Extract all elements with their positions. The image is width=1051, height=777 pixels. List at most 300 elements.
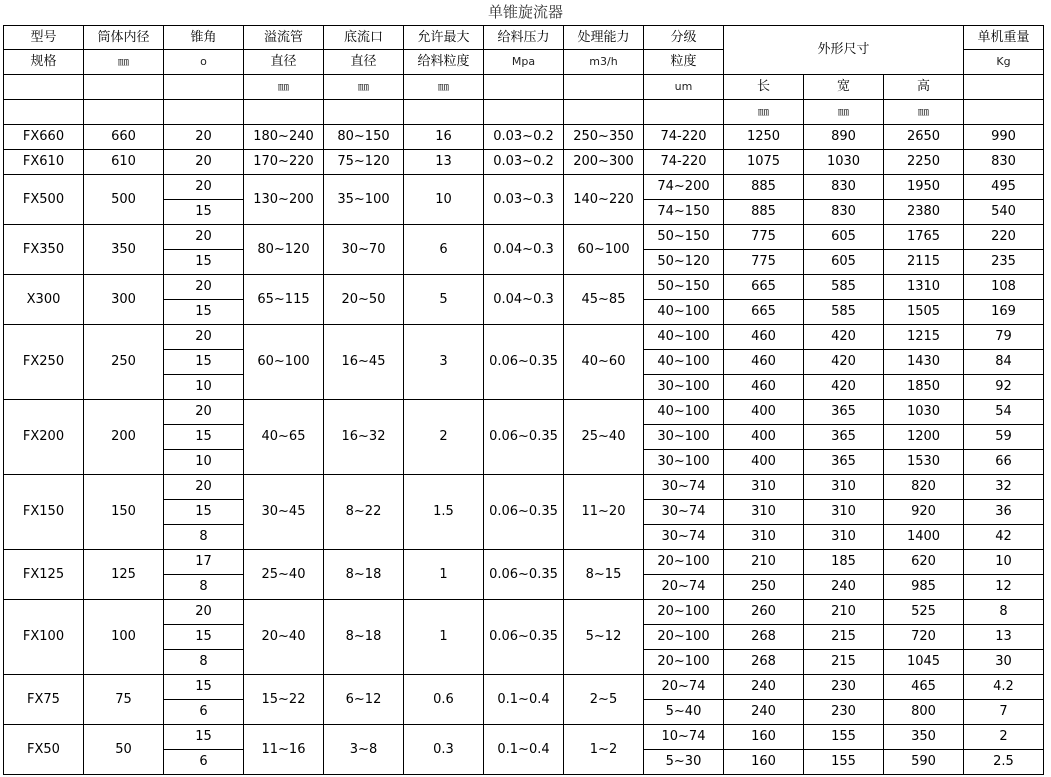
header-cell[interactable]: 直径 bbox=[244, 50, 324, 75]
cone-angle-cell[interactable]: 20 bbox=[164, 150, 244, 175]
width-cell[interactable]: 830 bbox=[804, 175, 884, 200]
grading-size-cell[interactable]: 10~74 bbox=[644, 725, 724, 750]
underflow-diameter-cell[interactable]: 8~22 bbox=[324, 475, 404, 550]
capacity-cell[interactable]: 250~350 bbox=[564, 125, 644, 150]
weight-cell[interactable]: 2.5 bbox=[964, 750, 1044, 775]
header-cell[interactable]: m3/h bbox=[564, 50, 644, 75]
weight-cell[interactable]: 32 bbox=[964, 475, 1044, 500]
empty-cell[interactable] bbox=[164, 100, 244, 125]
header-cell[interactable]: 给料粒度 bbox=[404, 50, 484, 75]
height-cell[interactable]: 2380 bbox=[884, 200, 964, 225]
empty-cell[interactable] bbox=[564, 100, 644, 125]
header-cell[interactable]: 底流口 bbox=[324, 26, 404, 50]
max-feed-size-cell[interactable]: 1.5 bbox=[404, 475, 484, 550]
overflow-diameter-cell[interactable]: 25~40 bbox=[244, 550, 324, 600]
cone-angle-cell[interactable]: 15 bbox=[164, 250, 244, 275]
max-feed-size-cell[interactable]: 5 bbox=[404, 275, 484, 325]
height-cell[interactable]: 350 bbox=[884, 725, 964, 750]
grading-size-cell[interactable]: 50~150 bbox=[644, 275, 724, 300]
overflow-diameter-cell[interactable]: 170~220 bbox=[244, 150, 324, 175]
cone-angle-cell[interactable]: 8 bbox=[164, 525, 244, 550]
grading-size-cell[interactable]: 74-220 bbox=[644, 150, 724, 175]
height-cell[interactable]: 2250 bbox=[884, 150, 964, 175]
model-cell[interactable]: FX150 bbox=[4, 475, 84, 550]
feed-pressure-cell[interactable]: 0.04~0.3 bbox=[484, 225, 564, 275]
empty-cell[interactable] bbox=[4, 75, 84, 100]
feed-pressure-cell[interactable]: 0.1~0.4 bbox=[484, 725, 564, 775]
weight-cell[interactable]: 220 bbox=[964, 225, 1044, 250]
model-cell[interactable]: FX100 bbox=[4, 600, 84, 675]
header-cell[interactable]: ㎜ bbox=[724, 100, 804, 125]
model-cell[interactable]: FX660 bbox=[4, 125, 84, 150]
empty-cell[interactable] bbox=[84, 75, 164, 100]
grading-size-cell[interactable]: 20~100 bbox=[644, 600, 724, 625]
length-cell[interactable]: 665 bbox=[724, 300, 804, 325]
feed-pressure-cell[interactable]: 0.04~0.3 bbox=[484, 275, 564, 325]
weight-cell[interactable]: 169 bbox=[964, 300, 1044, 325]
overflow-diameter-cell[interactable]: 40~65 bbox=[244, 400, 324, 475]
length-cell[interactable]: 310 bbox=[724, 525, 804, 550]
weight-cell[interactable]: 235 bbox=[964, 250, 1044, 275]
height-cell[interactable]: 525 bbox=[884, 600, 964, 625]
cone-angle-cell[interactable]: 20 bbox=[164, 475, 244, 500]
grading-size-cell[interactable]: 20~74 bbox=[644, 575, 724, 600]
height-cell[interactable]: 2115 bbox=[884, 250, 964, 275]
length-cell[interactable]: 260 bbox=[724, 600, 804, 625]
underflow-diameter-cell[interactable]: 3~8 bbox=[324, 725, 404, 775]
diameter-cell[interactable]: 300 bbox=[84, 275, 164, 325]
weight-cell[interactable]: 4.2 bbox=[964, 675, 1044, 700]
length-cell[interactable]: 250 bbox=[724, 575, 804, 600]
header-cell[interactable]: 锥角 bbox=[164, 26, 244, 50]
table-row bbox=[4, 275, 1044, 300]
width-cell[interactable]: 420 bbox=[804, 350, 884, 375]
capacity-cell[interactable]: 45~85 bbox=[564, 275, 644, 325]
weight-cell[interactable]: 990 bbox=[964, 125, 1044, 150]
cone-angle-cell[interactable]: 20 bbox=[164, 325, 244, 350]
diameter-cell[interactable]: 150 bbox=[84, 475, 164, 550]
height-cell[interactable]: 985 bbox=[884, 575, 964, 600]
cone-angle-cell[interactable]: 17 bbox=[164, 550, 244, 575]
max-feed-size-cell[interactable]: 2 bbox=[404, 400, 484, 475]
model-cell[interactable]: FX75 bbox=[4, 675, 84, 725]
grading-size-cell[interactable]: 20~74 bbox=[644, 675, 724, 700]
header-cell-dimensions[interactable]: 外形尺寸 bbox=[724, 26, 964, 75]
header-cell[interactable]: 溢流管 bbox=[244, 26, 324, 50]
empty-cell[interactable] bbox=[84, 100, 164, 125]
capacity-cell[interactable]: 200~300 bbox=[564, 150, 644, 175]
capacity-cell[interactable]: 1~2 bbox=[564, 725, 644, 775]
feed-pressure-cell[interactable]: 0.06~0.35 bbox=[484, 550, 564, 600]
cone-angle-cell[interactable]: 6 bbox=[164, 750, 244, 775]
table-row bbox=[4, 550, 1044, 575]
grading-size-cell[interactable]: 30~74 bbox=[644, 475, 724, 500]
weight-cell[interactable]: 2 bbox=[964, 725, 1044, 750]
cone-angle-cell[interactable]: 6 bbox=[164, 700, 244, 725]
underflow-diameter-cell[interactable]: 30~70 bbox=[324, 225, 404, 275]
weight-cell[interactable]: 495 bbox=[964, 175, 1044, 200]
width-cell[interactable]: 420 bbox=[804, 325, 884, 350]
cone-angle-cell[interactable]: 15 bbox=[164, 725, 244, 750]
weight-cell[interactable]: 66 bbox=[964, 450, 1044, 475]
cone-angle-cell[interactable]: 20 bbox=[164, 275, 244, 300]
grading-size-cell[interactable]: 50~120 bbox=[644, 250, 724, 275]
underflow-diameter-cell[interactable]: 8~18 bbox=[324, 600, 404, 675]
max-feed-size-cell[interactable]: 1 bbox=[404, 550, 484, 600]
grading-size-cell[interactable]: 30~100 bbox=[644, 375, 724, 400]
weight-cell[interactable]: 108 bbox=[964, 275, 1044, 300]
weight-cell[interactable]: 54 bbox=[964, 400, 1044, 425]
width-cell[interactable]: 420 bbox=[804, 375, 884, 400]
capacity-cell[interactable]: 25~40 bbox=[564, 400, 644, 475]
weight-cell[interactable]: 12 bbox=[964, 575, 1044, 600]
weight-cell[interactable]: 79 bbox=[964, 325, 1044, 350]
underflow-diameter-cell[interactable]: 80~150 bbox=[324, 125, 404, 150]
height-cell[interactable]: 1400 bbox=[884, 525, 964, 550]
header-cell[interactable]: 直径 bbox=[324, 50, 404, 75]
capacity-cell[interactable]: 8~15 bbox=[564, 550, 644, 600]
overflow-diameter-cell[interactable]: 65~115 bbox=[244, 275, 324, 325]
overflow-diameter-cell[interactable]: 20~40 bbox=[244, 600, 324, 675]
weight-cell[interactable]: 7 bbox=[964, 700, 1044, 725]
table-row bbox=[4, 225, 1044, 250]
grading-size-cell[interactable]: 20~100 bbox=[644, 550, 724, 575]
cone-angle-cell[interactable]: 20 bbox=[164, 400, 244, 425]
weight-cell[interactable]: 36 bbox=[964, 500, 1044, 525]
capacity-cell[interactable]: 5~12 bbox=[564, 600, 644, 675]
feed-pressure-cell[interactable]: 0.03~0.2 bbox=[484, 125, 564, 150]
model-cell[interactable]: FX50 bbox=[4, 725, 84, 775]
height-cell[interactable]: 920 bbox=[884, 500, 964, 525]
height-cell[interactable]: 800 bbox=[884, 700, 964, 725]
capacity-cell[interactable]: 11~20 bbox=[564, 475, 644, 550]
width-cell[interactable]: 215 bbox=[804, 650, 884, 675]
grading-size-cell[interactable]: 30~100 bbox=[644, 450, 724, 475]
grading-size-cell[interactable]: 30~74 bbox=[644, 500, 724, 525]
overflow-diameter-cell[interactable]: 130~200 bbox=[244, 175, 324, 225]
cone-angle-cell[interactable]: 15 bbox=[164, 300, 244, 325]
width-cell[interactable]: 185 bbox=[804, 550, 884, 575]
weight-cell[interactable]: 8 bbox=[964, 600, 1044, 625]
empty-cell[interactable] bbox=[964, 100, 1044, 125]
capacity-cell[interactable]: 140~220 bbox=[564, 175, 644, 225]
length-cell[interactable]: 460 bbox=[724, 325, 804, 350]
feed-pressure-cell[interactable]: 0.06~0.35 bbox=[484, 400, 564, 475]
header-cell[interactable]: 型号 bbox=[4, 26, 84, 50]
header-cell[interactable]: 规格 bbox=[4, 50, 84, 75]
weight-cell[interactable]: 830 bbox=[964, 150, 1044, 175]
grading-size-cell[interactable]: 50~150 bbox=[644, 225, 724, 250]
hydrocyclone-spec-table bbox=[3, 25, 1044, 775]
cone-angle-cell[interactable]: 15 bbox=[164, 200, 244, 225]
grading-size-cell[interactable]: 30~100 bbox=[644, 425, 724, 450]
cone-angle-cell[interactable]: 15 bbox=[164, 350, 244, 375]
header-cell[interactable]: ㎜ bbox=[84, 50, 164, 75]
max-feed-size-cell[interactable]: 13 bbox=[404, 150, 484, 175]
width-cell[interactable]: 365 bbox=[804, 425, 884, 450]
height-cell[interactable]: 1765 bbox=[884, 225, 964, 250]
empty-cell[interactable] bbox=[404, 100, 484, 125]
max-feed-size-cell[interactable]: 6 bbox=[404, 225, 484, 275]
header-cell[interactable]: 宽 bbox=[804, 75, 884, 100]
length-cell[interactable]: 160 bbox=[724, 750, 804, 775]
underflow-diameter-cell[interactable]: 35~100 bbox=[324, 175, 404, 225]
length-cell[interactable]: 400 bbox=[724, 450, 804, 475]
length-cell[interactable]: 400 bbox=[724, 400, 804, 425]
underflow-diameter-cell[interactable]: 20~50 bbox=[324, 275, 404, 325]
cone-angle-cell[interactable]: 10 bbox=[164, 375, 244, 400]
model-cell[interactable]: FX500 bbox=[4, 175, 84, 225]
length-cell[interactable]: 460 bbox=[724, 350, 804, 375]
max-feed-size-cell[interactable]: 3 bbox=[404, 325, 484, 400]
length-cell[interactable]: 775 bbox=[724, 225, 804, 250]
model-cell[interactable]: FX350 bbox=[4, 225, 84, 275]
length-cell[interactable]: 1075 bbox=[724, 150, 804, 175]
length-cell[interactable]: 268 bbox=[724, 625, 804, 650]
feed-pressure-cell[interactable]: 0.06~0.35 bbox=[484, 325, 564, 400]
width-cell[interactable]: 230 bbox=[804, 675, 884, 700]
width-cell[interactable]: 230 bbox=[804, 700, 884, 725]
header-cell[interactable]: Mpa bbox=[484, 50, 564, 75]
header-row-1 bbox=[4, 26, 1044, 50]
height-cell[interactable]: 1030 bbox=[884, 400, 964, 425]
feed-pressure-cell[interactable]: 0.03~0.3 bbox=[484, 175, 564, 225]
height-cell[interactable]: 1310 bbox=[884, 275, 964, 300]
height-cell[interactable]: 2650 bbox=[884, 125, 964, 150]
length-cell[interactable]: 1250 bbox=[724, 125, 804, 150]
underflow-diameter-cell[interactable]: 16~32 bbox=[324, 400, 404, 475]
grading-size-cell[interactable]: 40~100 bbox=[644, 400, 724, 425]
empty-cell[interactable] bbox=[564, 75, 644, 100]
height-cell[interactable]: 1215 bbox=[884, 325, 964, 350]
header-cell[interactable]: 长 bbox=[724, 75, 804, 100]
cone-angle-cell[interactable]: 10 bbox=[164, 450, 244, 475]
header-cell[interactable]: 单机重量 bbox=[964, 26, 1044, 50]
height-cell[interactable]: 1505 bbox=[884, 300, 964, 325]
cone-angle-cell[interactable]: 20 bbox=[164, 600, 244, 625]
feed-pressure-cell[interactable]: 0.03~0.2 bbox=[484, 150, 564, 175]
cone-angle-cell[interactable]: 20 bbox=[164, 125, 244, 150]
header-row-3 bbox=[4, 75, 1044, 100]
overflow-diameter-cell[interactable]: 11~16 bbox=[244, 725, 324, 775]
width-cell[interactable]: 310 bbox=[804, 475, 884, 500]
width-cell[interactable]: 310 bbox=[804, 525, 884, 550]
table-row bbox=[4, 400, 1044, 425]
model-cell[interactable]: FX200 bbox=[4, 400, 84, 475]
underflow-diameter-cell[interactable]: 6~12 bbox=[324, 675, 404, 725]
height-cell[interactable]: 465 bbox=[884, 675, 964, 700]
header-cell[interactable]: um bbox=[644, 75, 724, 100]
diameter-cell[interactable]: 125 bbox=[84, 550, 164, 600]
height-cell[interactable]: 1530 bbox=[884, 450, 964, 475]
grading-size-cell[interactable]: 20~100 bbox=[644, 625, 724, 650]
grading-size-cell[interactable]: 74~200 bbox=[644, 175, 724, 200]
diameter-cell[interactable]: 250 bbox=[84, 325, 164, 400]
weight-cell[interactable]: 30 bbox=[964, 650, 1044, 675]
max-feed-size-cell[interactable]: 0.3 bbox=[404, 725, 484, 775]
width-cell[interactable]: 215 bbox=[804, 625, 884, 650]
length-cell[interactable]: 775 bbox=[724, 250, 804, 275]
grading-size-cell[interactable]: 40~100 bbox=[644, 325, 724, 350]
underflow-diameter-cell[interactable]: 75~120 bbox=[324, 150, 404, 175]
weight-cell[interactable]: 84 bbox=[964, 350, 1044, 375]
feed-pressure-cell[interactable]: 0.1~0.4 bbox=[484, 675, 564, 725]
width-cell[interactable]: 585 bbox=[804, 300, 884, 325]
empty-cell[interactable] bbox=[484, 75, 564, 100]
width-cell[interactable]: 155 bbox=[804, 725, 884, 750]
capacity-cell[interactable]: 60~100 bbox=[564, 225, 644, 275]
weight-cell[interactable]: 540 bbox=[964, 200, 1044, 225]
width-cell[interactable]: 365 bbox=[804, 450, 884, 475]
max-feed-size-cell[interactable]: 16 bbox=[404, 125, 484, 150]
header-cell[interactable]: ㎜ bbox=[324, 75, 404, 100]
empty-cell[interactable] bbox=[964, 75, 1044, 100]
header-cell[interactable]: ㎜ bbox=[404, 75, 484, 100]
underflow-diameter-cell[interactable]: 16~45 bbox=[324, 325, 404, 400]
cone-angle-cell[interactable]: 15 bbox=[164, 425, 244, 450]
grading-size-cell[interactable]: 20~100 bbox=[644, 650, 724, 675]
model-cell[interactable]: FX250 bbox=[4, 325, 84, 400]
length-cell[interactable]: 160 bbox=[724, 725, 804, 750]
length-cell[interactable]: 460 bbox=[724, 375, 804, 400]
length-cell[interactable]: 310 bbox=[724, 475, 804, 500]
overflow-diameter-cell[interactable]: 15~22 bbox=[244, 675, 324, 725]
capacity-cell[interactable]: 40~60 bbox=[564, 325, 644, 400]
width-cell[interactable]: 210 bbox=[804, 600, 884, 625]
header-cell[interactable]: Kg bbox=[964, 50, 1044, 75]
height-cell[interactable]: 1430 bbox=[884, 350, 964, 375]
header-cell[interactable]: 筒体内径 bbox=[84, 26, 164, 50]
height-cell[interactable]: 1045 bbox=[884, 650, 964, 675]
table-row bbox=[4, 475, 1044, 500]
cone-angle-cell[interactable]: 15 bbox=[164, 625, 244, 650]
empty-cell[interactable] bbox=[484, 100, 564, 125]
table-row bbox=[4, 175, 1044, 200]
header-cell[interactable]: 给料压力 bbox=[484, 26, 564, 50]
header-cell[interactable]: ㎜ bbox=[804, 100, 884, 125]
cone-angle-cell[interactable]: 8 bbox=[164, 650, 244, 675]
height-cell[interactable]: 590 bbox=[884, 750, 964, 775]
empty-cell[interactable] bbox=[244, 100, 324, 125]
table-row bbox=[4, 325, 1044, 350]
grading-size-cell[interactable]: 74~150 bbox=[644, 200, 724, 225]
cone-angle-cell[interactable]: 15 bbox=[164, 500, 244, 525]
empty-cell[interactable] bbox=[4, 100, 84, 125]
diameter-cell[interactable]: 660 bbox=[84, 125, 164, 150]
width-cell[interactable]: 310 bbox=[804, 500, 884, 525]
width-cell[interactable]: 605 bbox=[804, 225, 884, 250]
diameter-cell[interactable]: 75 bbox=[84, 675, 164, 725]
length-cell[interactable]: 885 bbox=[724, 175, 804, 200]
grading-size-cell[interactable]: 74-220 bbox=[644, 125, 724, 150]
empty-cell[interactable] bbox=[644, 100, 724, 125]
width-cell[interactable]: 155 bbox=[804, 750, 884, 775]
diameter-cell[interactable]: 610 bbox=[84, 150, 164, 175]
length-cell[interactable]: 240 bbox=[724, 675, 804, 700]
diameter-cell[interactable]: 100 bbox=[84, 600, 164, 675]
length-cell[interactable]: 885 bbox=[724, 200, 804, 225]
diameter-cell[interactable]: 350 bbox=[84, 225, 164, 275]
max-feed-size-cell[interactable]: 10 bbox=[404, 175, 484, 225]
cone-angle-cell[interactable]: 20 bbox=[164, 225, 244, 250]
length-cell[interactable]: 400 bbox=[724, 425, 804, 450]
header-row-4 bbox=[4, 100, 1044, 125]
weight-cell[interactable]: 10 bbox=[964, 550, 1044, 575]
overflow-diameter-cell[interactable]: 180~240 bbox=[244, 125, 324, 150]
cone-angle-cell[interactable]: 15 bbox=[164, 675, 244, 700]
height-cell[interactable]: 1950 bbox=[884, 175, 964, 200]
feed-pressure-cell[interactable]: 0.06~0.35 bbox=[484, 600, 564, 675]
max-feed-size-cell[interactable]: 1 bbox=[404, 600, 484, 675]
underflow-diameter-cell[interactable]: 8~18 bbox=[324, 550, 404, 600]
header-cell[interactable]: 粒度 bbox=[644, 50, 724, 75]
height-cell[interactable]: 1850 bbox=[884, 375, 964, 400]
diameter-cell[interactable]: 50 bbox=[84, 725, 164, 775]
header-cell[interactable]: 处理能力 bbox=[564, 26, 644, 50]
model-cell[interactable]: FX125 bbox=[4, 550, 84, 600]
grading-size-cell[interactable]: 30~74 bbox=[644, 525, 724, 550]
diameter-cell[interactable]: 200 bbox=[84, 400, 164, 475]
grading-size-cell[interactable]: 5~40 bbox=[644, 700, 724, 725]
length-cell[interactable]: 210 bbox=[724, 550, 804, 575]
header-cell[interactable]: ㎜ bbox=[244, 75, 324, 100]
weight-cell[interactable]: 92 bbox=[964, 375, 1044, 400]
grading-size-cell[interactable]: 40~100 bbox=[644, 300, 724, 325]
max-feed-size-cell[interactable]: 0.6 bbox=[404, 675, 484, 725]
length-cell[interactable]: 665 bbox=[724, 275, 804, 300]
overflow-diameter-cell[interactable]: 80~120 bbox=[244, 225, 324, 275]
width-cell[interactable]: 1030 bbox=[804, 150, 884, 175]
model-cell[interactable]: X300 bbox=[4, 275, 84, 325]
width-cell[interactable]: 605 bbox=[804, 250, 884, 275]
grading-size-cell[interactable]: 40~100 bbox=[644, 350, 724, 375]
width-cell[interactable]: 830 bbox=[804, 200, 884, 225]
header-cell[interactable]: 允许最大 bbox=[404, 26, 484, 50]
empty-cell[interactable] bbox=[164, 75, 244, 100]
overflow-diameter-cell[interactable]: 30~45 bbox=[244, 475, 324, 550]
weight-cell[interactable]: 42 bbox=[964, 525, 1044, 550]
cone-angle-cell[interactable]: 20 bbox=[164, 175, 244, 200]
weight-cell[interactable]: 59 bbox=[964, 425, 1044, 450]
height-cell[interactable]: 720 bbox=[884, 625, 964, 650]
width-cell[interactable]: 890 bbox=[804, 125, 884, 150]
length-cell[interactable]: 240 bbox=[724, 700, 804, 725]
height-cell[interactable]: 620 bbox=[884, 550, 964, 575]
capacity-cell[interactable]: 2~5 bbox=[564, 675, 644, 725]
cone-angle-cell[interactable]: 8 bbox=[164, 575, 244, 600]
width-cell[interactable]: 240 bbox=[804, 575, 884, 600]
width-cell[interactable]: 365 bbox=[804, 400, 884, 425]
table-row bbox=[4, 150, 1044, 175]
width-cell[interactable]: 585 bbox=[804, 275, 884, 300]
length-cell[interactable]: 268 bbox=[724, 650, 804, 675]
model-cell[interactable]: FX610 bbox=[4, 150, 84, 175]
header-cell[interactable]: 分级 bbox=[644, 26, 724, 50]
empty-cell[interactable] bbox=[324, 100, 404, 125]
header-cell[interactable]: ㎜ bbox=[884, 100, 964, 125]
overflow-diameter-cell[interactable]: 60~100 bbox=[244, 325, 324, 400]
header-cell[interactable]: ο bbox=[164, 50, 244, 75]
feed-pressure-cell[interactable]: 0.06~0.35 bbox=[484, 475, 564, 550]
table-row bbox=[4, 125, 1044, 150]
height-cell[interactable]: 820 bbox=[884, 475, 964, 500]
diameter-cell[interactable]: 500 bbox=[84, 175, 164, 225]
grading-size-cell[interactable]: 5~30 bbox=[644, 750, 724, 775]
height-cell[interactable]: 1200 bbox=[884, 425, 964, 450]
length-cell[interactable]: 310 bbox=[724, 500, 804, 525]
weight-cell[interactable]: 13 bbox=[964, 625, 1044, 650]
header-cell[interactable]: 高 bbox=[884, 75, 964, 100]
